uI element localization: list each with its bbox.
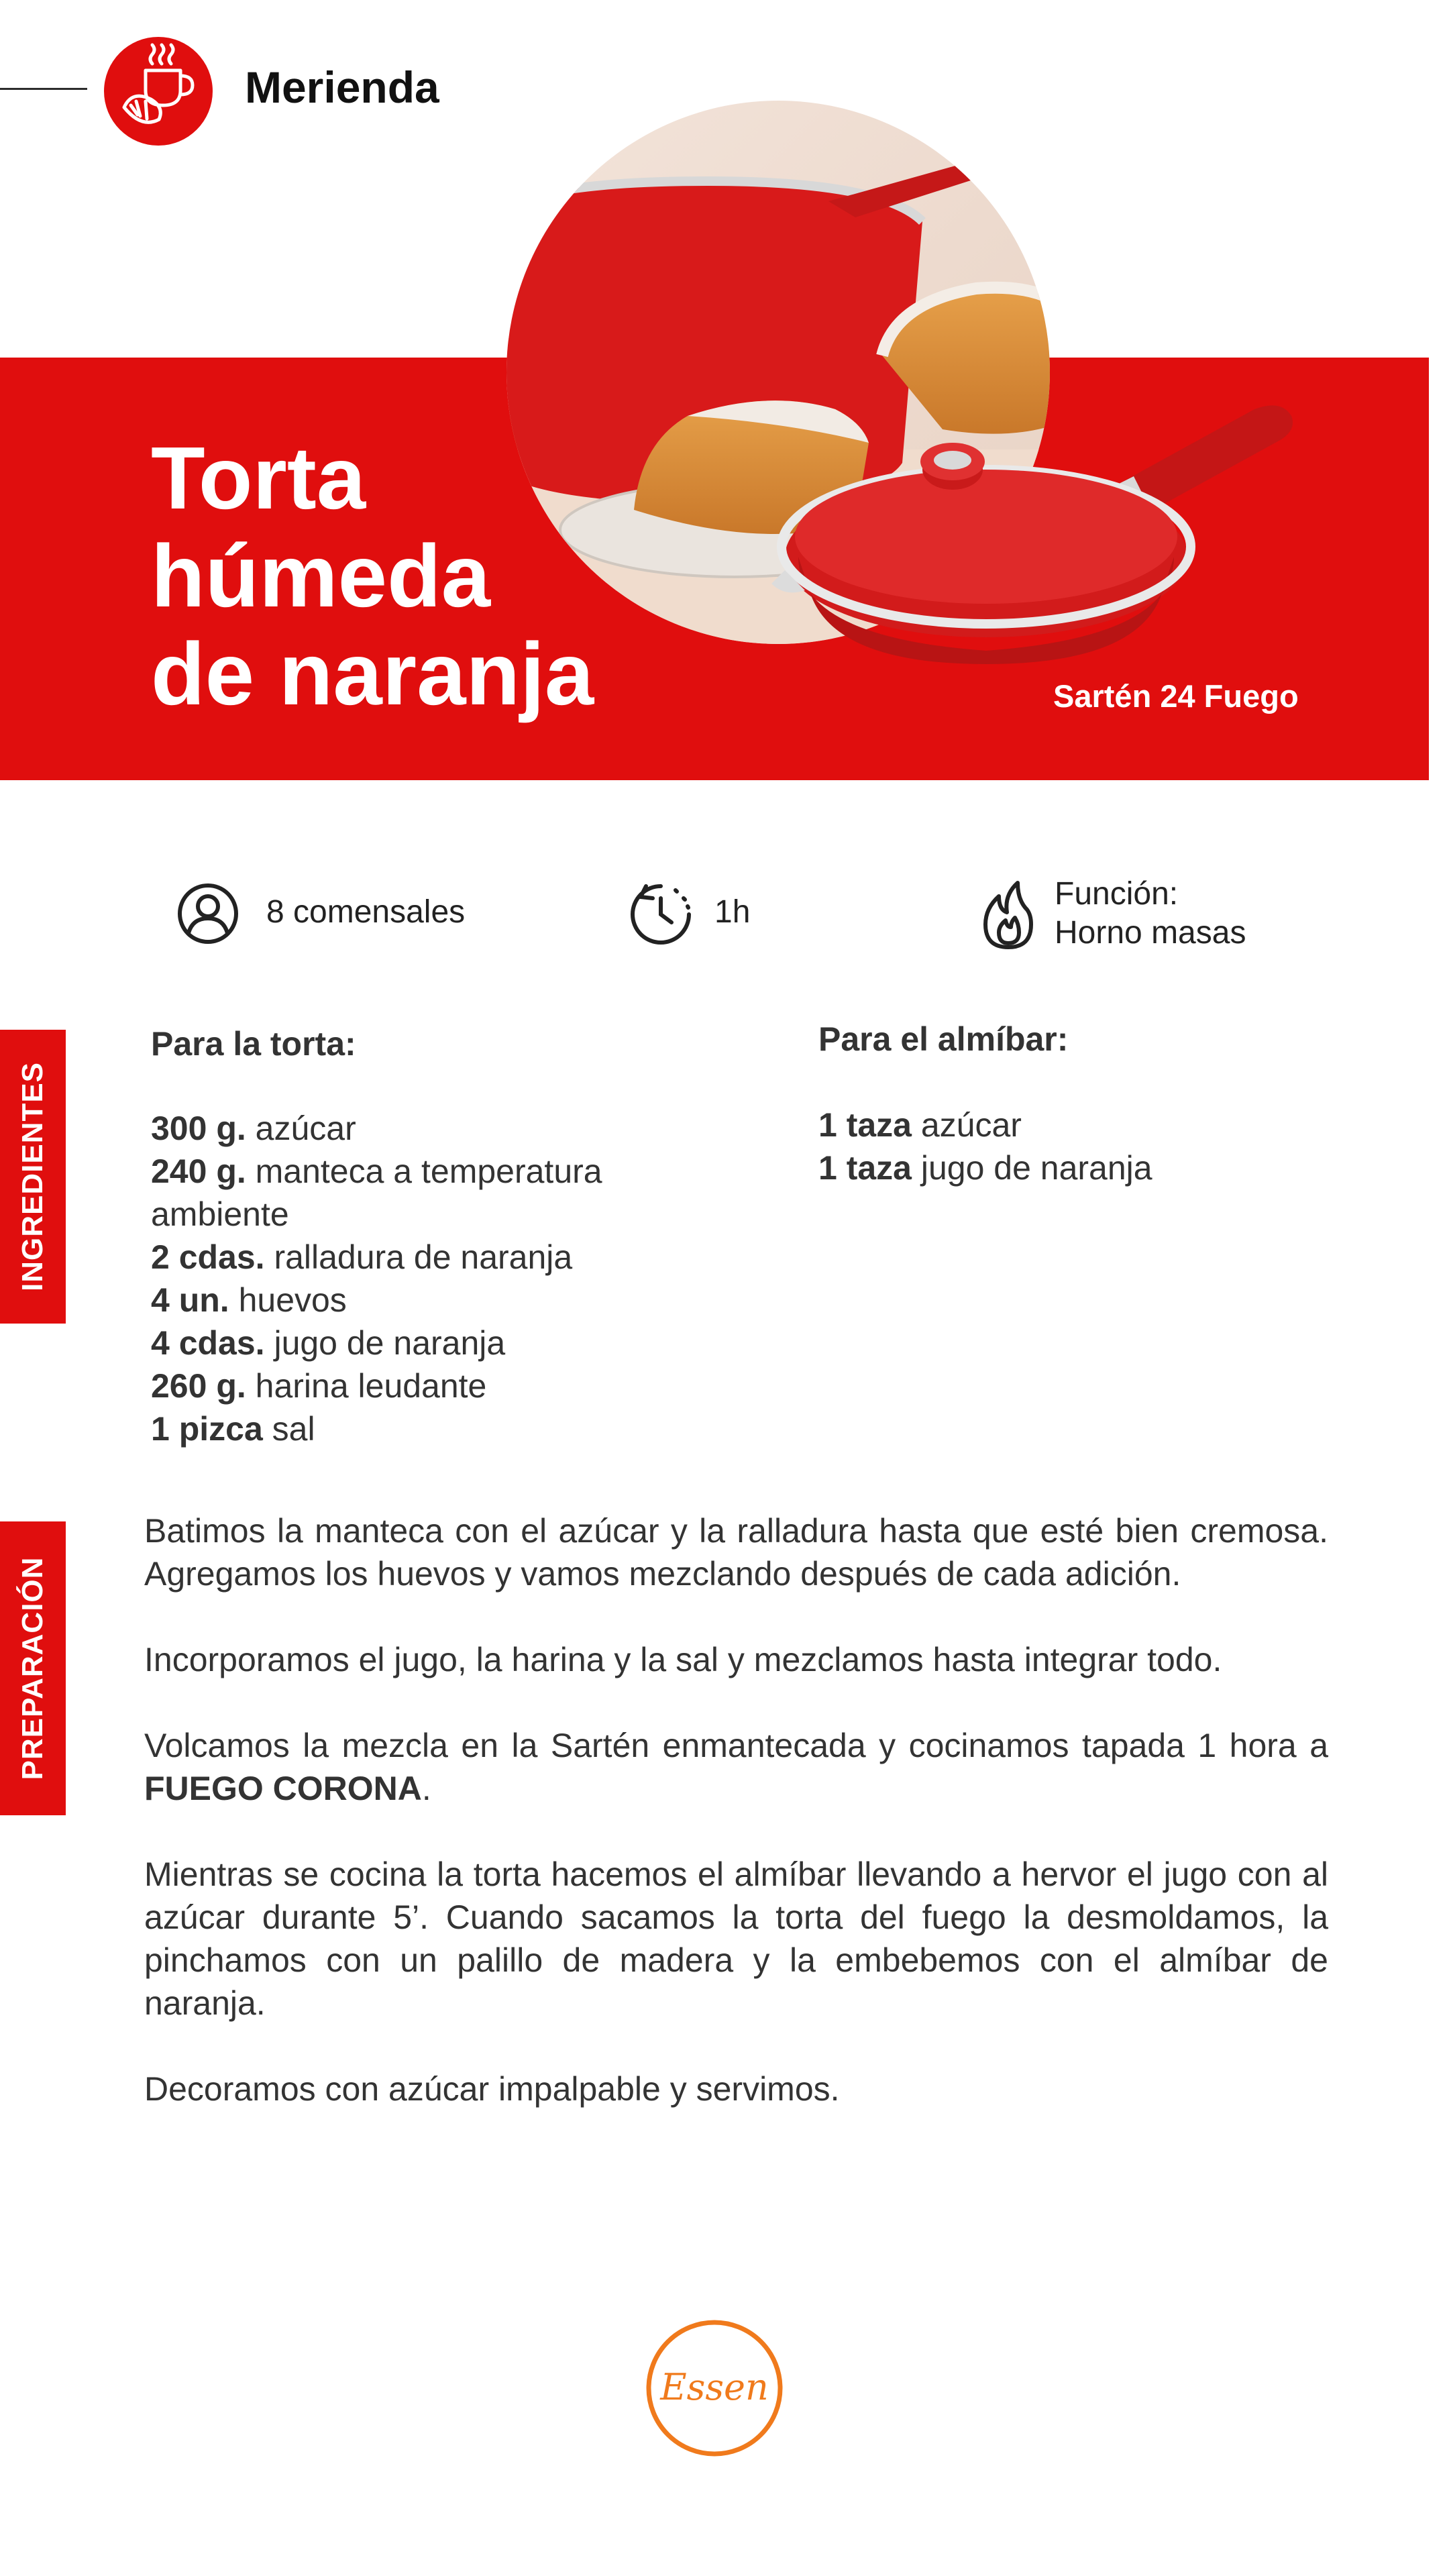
syrup-ingredients — [818, 1104, 1328, 1189]
prep-step: Mientras se cocina la torta hacemos el almíbar llevando a hervor el jugo con al azúcar durante 5’. Cuando sacamos la torta del fuego la desmoldamos, la pinchamos con un palillo de madera y la embebemos con el almíbar de naranja. — [144, 1856, 1328, 2022]
list-item: 4 un. huevos — [151, 1281, 347, 1319]
prep-step: Volcamos la mezcla en la Sartén enmantecada y cocinamos tapada 1 hora a FUEGO CORONA. — [144, 1727, 1328, 1807]
title-line: de naranja — [151, 625, 594, 723]
essen-logo — [644, 2318, 785, 2459]
list-item: 1 taza jugo de naranja — [818, 1149, 1152, 1187]
person-icon — [176, 882, 239, 945]
cake-heading: Para la torta: — [151, 1025, 356, 1063]
list-item: 2 cdas. ralladura de naranja — [151, 1238, 573, 1276]
cake-ingredients — [151, 1107, 688, 1450]
servings: 8 comensales — [266, 894, 466, 930]
syrup-heading: Para el almíbar: — [818, 1020, 1069, 1058]
coffee-croissant-icon — [104, 37, 213, 146]
svg-text:Essen: Essen — [660, 2366, 769, 2408]
list-item: 300 g. azúcar — [151, 1110, 356, 1147]
list-item: 240 g. manteca a temperatura ambiente — [151, 1152, 602, 1233]
product-image — [771, 402, 1342, 671]
preparation-tab-label: PREPARACIÓN — [16, 1556, 49, 1780]
prep-step: Batimos la manteca con el azúcar y la ralladura hasta que esté bien cremosa. Agregamos los huevos y vamos mezclando después de cada adición. — [144, 1512, 1328, 1593]
ingredients-tab-label: INGREDIENTES — [16, 1061, 49, 1292]
title-line: húmeda — [151, 527, 491, 625]
category-title: Merienda — [245, 62, 439, 112]
category-badge — [104, 37, 213, 146]
preparation-tab — [0, 1521, 66, 1815]
prep-step: Incorporamos el jugo, la harina y la sal y mezclamos hasta integrar todo. — [144, 1641, 1222, 1678]
list-item: 4 cdas. jugo de naranja — [151, 1324, 506, 1362]
flame-icon — [981, 877, 1035, 951]
clock-icon — [627, 881, 694, 948]
list-item: 260 g. harina leudante — [151, 1367, 487, 1405]
prep-step: Decoramos con azúcar impalpable y servimos. — [144, 2070, 840, 2108]
header-divider — [0, 88, 87, 90]
preparation-text — [144, 1509, 1328, 2110]
recipe-title — [151, 429, 634, 723]
ingredients-tab — [0, 1030, 66, 1324]
function-info — [1055, 875, 1246, 953]
function-label: Función: — [1055, 876, 1179, 912]
list-item: 1 pizca sal — [151, 1410, 315, 1448]
title-line: Torta — [151, 429, 366, 527]
function-value: Horno masas — [1055, 915, 1246, 951]
list-item: 1 taza azúcar — [818, 1106, 1022, 1144]
product-name: Sartén 24 Fuego — [1053, 678, 1299, 714]
cook-time: 1h — [714, 894, 751, 930]
